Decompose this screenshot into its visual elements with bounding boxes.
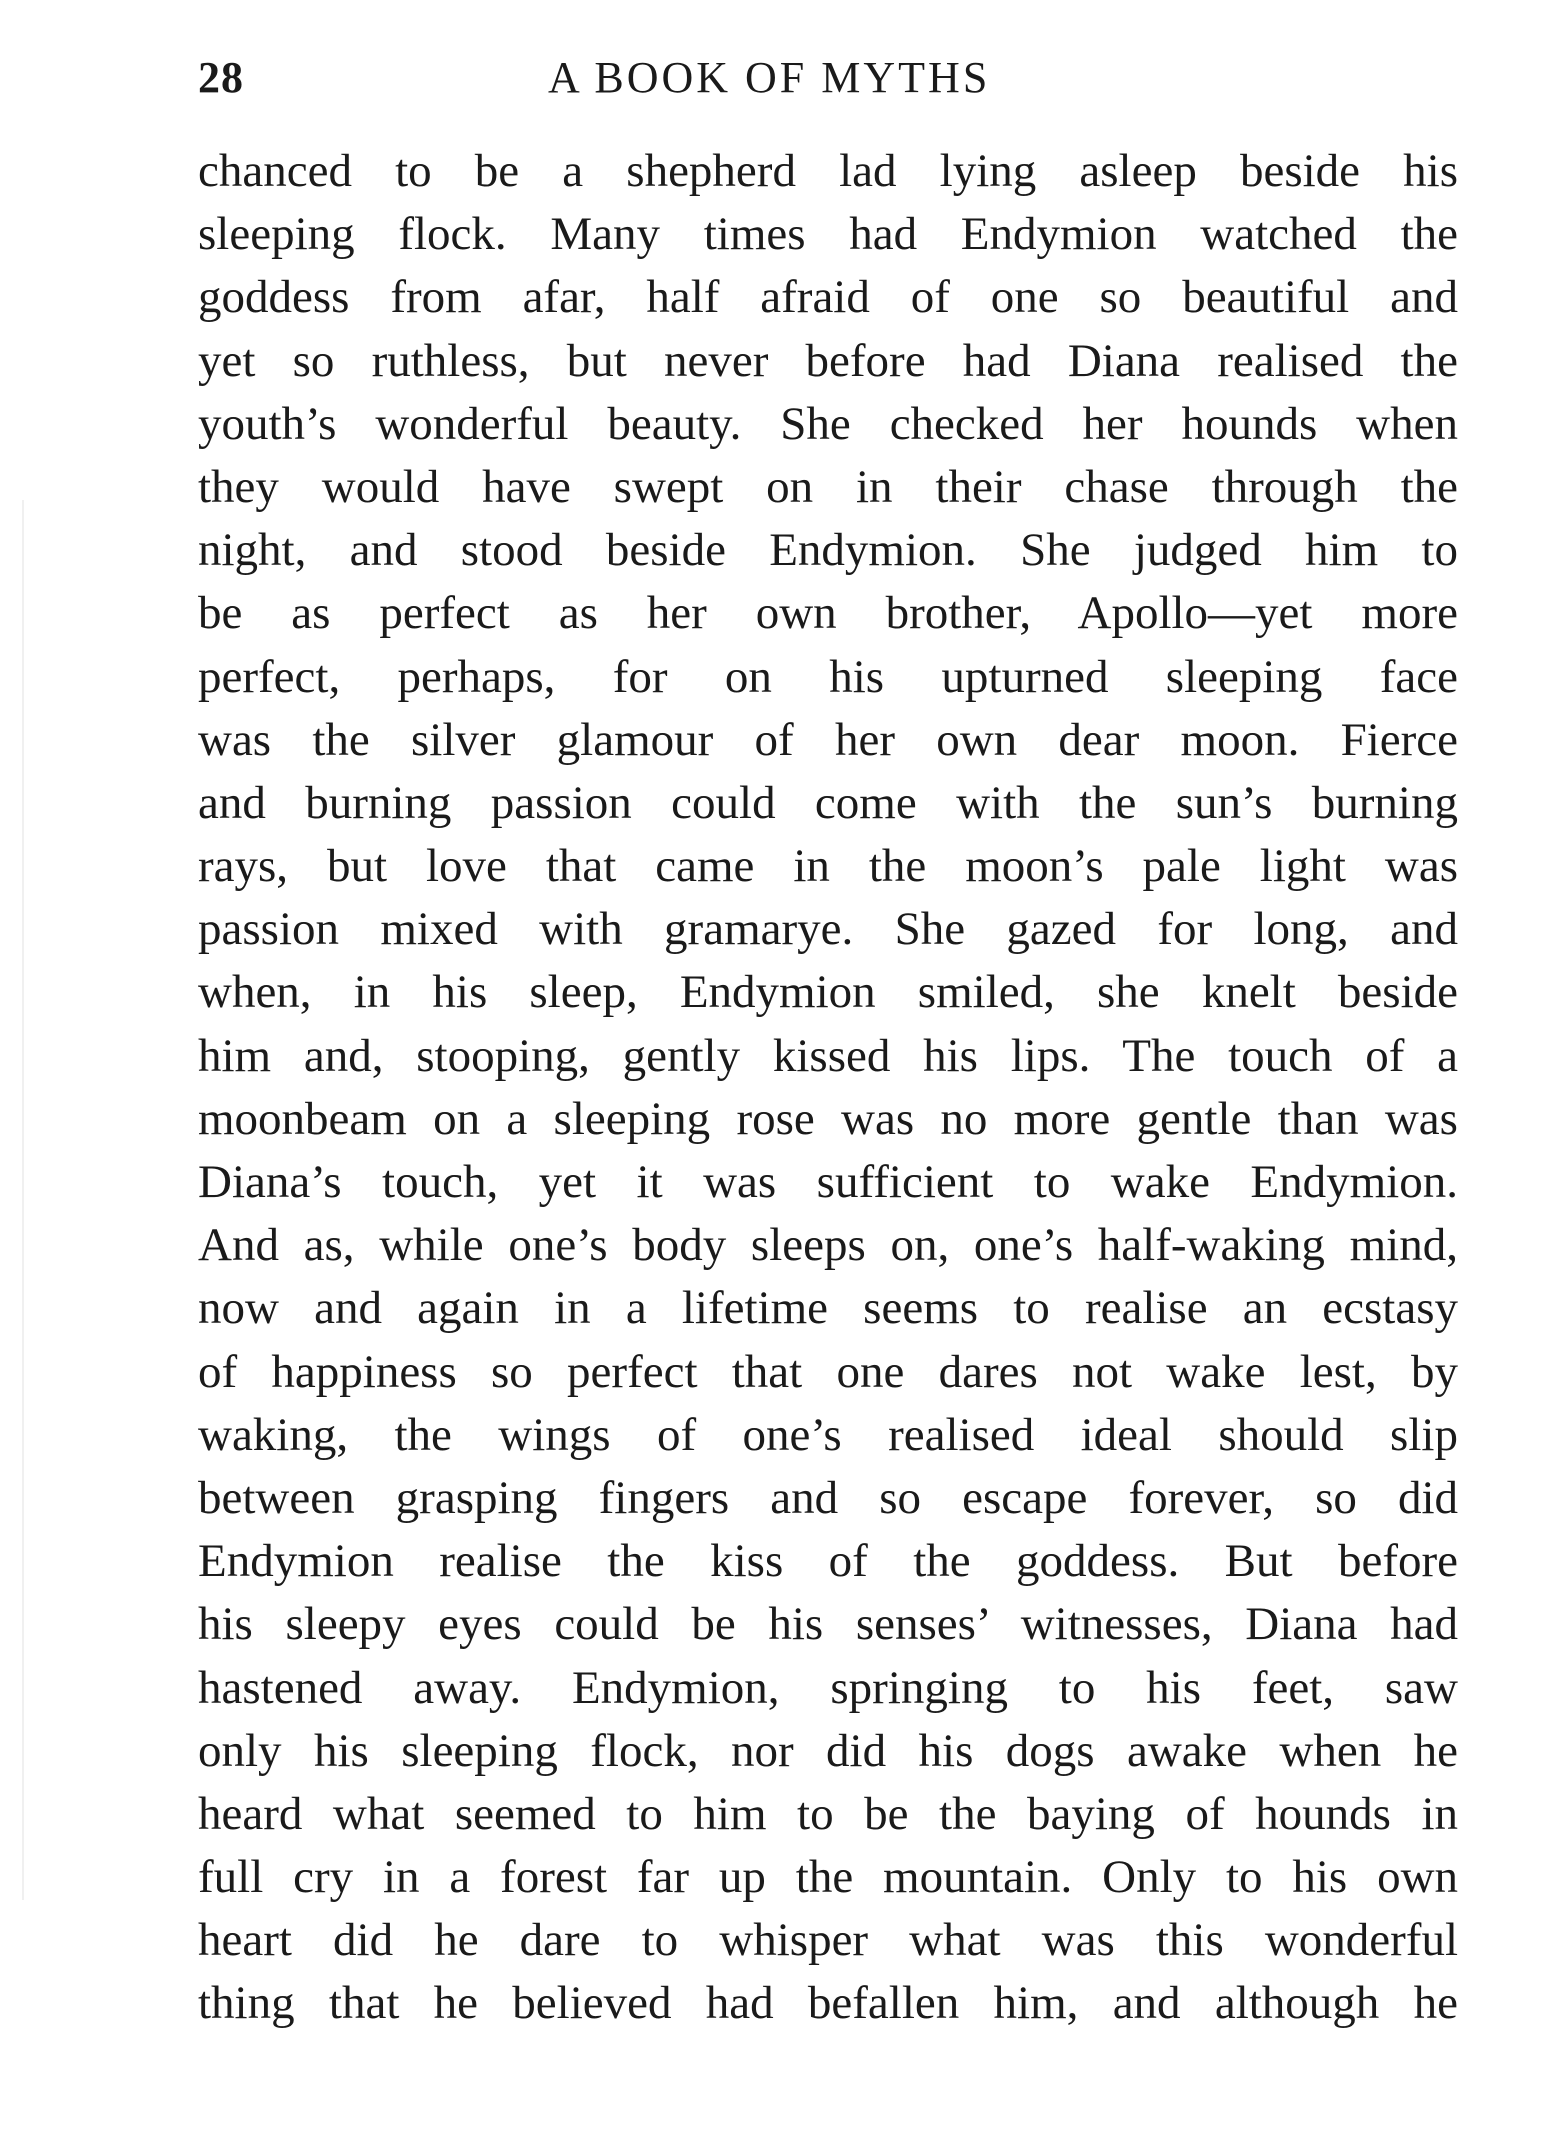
text-line: only his sleeping flock, nor did his dogs awake when he bbox=[198, 1724, 1458, 1777]
text-line: his sleepy eyes could be his senses’ witnesses, Diana had bbox=[198, 1598, 1458, 1651]
text-line: chanced to be a shepherd lad lying asleep beside his bbox=[198, 145, 1459, 197]
text-line: sleeping flock. Many times had Endymion watched the bbox=[198, 208, 1459, 261]
text-line: they would have swept on in their chase through the bbox=[198, 460, 1459, 513]
scan-shadow bbox=[22, 500, 24, 1900]
page-number: 28 bbox=[198, 53, 244, 102]
text-line: heart did he dare to whisper what was this wonderful bbox=[198, 1914, 1459, 1967]
text-line: thing that he believed had befallen him, and although he bbox=[198, 1977, 1458, 2030]
text-line: and burning passion could come with the sun’s burning bbox=[198, 776, 1458, 829]
text-line: rays, but love that came in the moon’s pale light was bbox=[198, 840, 1458, 893]
text-line: of happiness so perfect that one dares not wake lest, by bbox=[198, 1345, 1458, 1398]
text-line: heard what seemed to him to be the baying of hounds in bbox=[198, 1787, 1459, 1840]
running-title: A BOOK OF MYTHS bbox=[548, 53, 991, 102]
page-header bbox=[198, 52, 1458, 112]
text-line: was the silver glamour of her own dear moon. Fierce bbox=[198, 713, 1459, 766]
text-line: goddess from afar, half afraid of one so beautiful and bbox=[198, 271, 1458, 324]
text-line: youth’s wonderful beauty. She checked her hounds when bbox=[198, 397, 1458, 450]
text-line: waking, the wings of one’s realised ideal should slip bbox=[198, 1408, 1458, 1461]
text-line: him and, stooping, gently kissed his lips. The touch of a bbox=[198, 1029, 1459, 1082]
text-line: passion mixed with gramarye. She gazed for long, and bbox=[198, 903, 1459, 956]
text-line: full cry in a forest far up the mountain. Only to his own bbox=[198, 1851, 1459, 1904]
text-line: between grasping fingers and so escape forever, so did bbox=[198, 1471, 1459, 1524]
text-line: when, in his sleep, Endymion smiled, she knelt beside bbox=[198, 966, 1458, 1019]
body-text bbox=[198, 140, 1458, 2036]
text-line: And as, while one’s body sleeps on, one’s half-waking mind, bbox=[198, 1219, 1458, 1272]
text-line: hastened away. Endymion, springing to his feet, saw bbox=[198, 1661, 1458, 1714]
text-line: perfect, perhaps, for on his upturned sleeping face bbox=[198, 650, 1459, 703]
text-line: moonbeam on a sleeping rose was no more gentle than was bbox=[198, 1092, 1458, 1145]
text-line: yet so ruthless, but never before had Diana realised the bbox=[198, 334, 1458, 387]
text-line: Endymion realise the kiss of the goddess. But before bbox=[198, 1535, 1458, 1588]
text-line: be as perfect as her own brother, Apollo—yet more bbox=[198, 587, 1458, 640]
text-line: now and again in a lifetime seems to realise an ecstasy bbox=[198, 1282, 1459, 1335]
text-line: Diana’s touch, yet it was sufficient to wake Endymion. bbox=[198, 1156, 1458, 1208]
text-line: night, and stood beside Endymion. She judged him to bbox=[198, 524, 1458, 577]
